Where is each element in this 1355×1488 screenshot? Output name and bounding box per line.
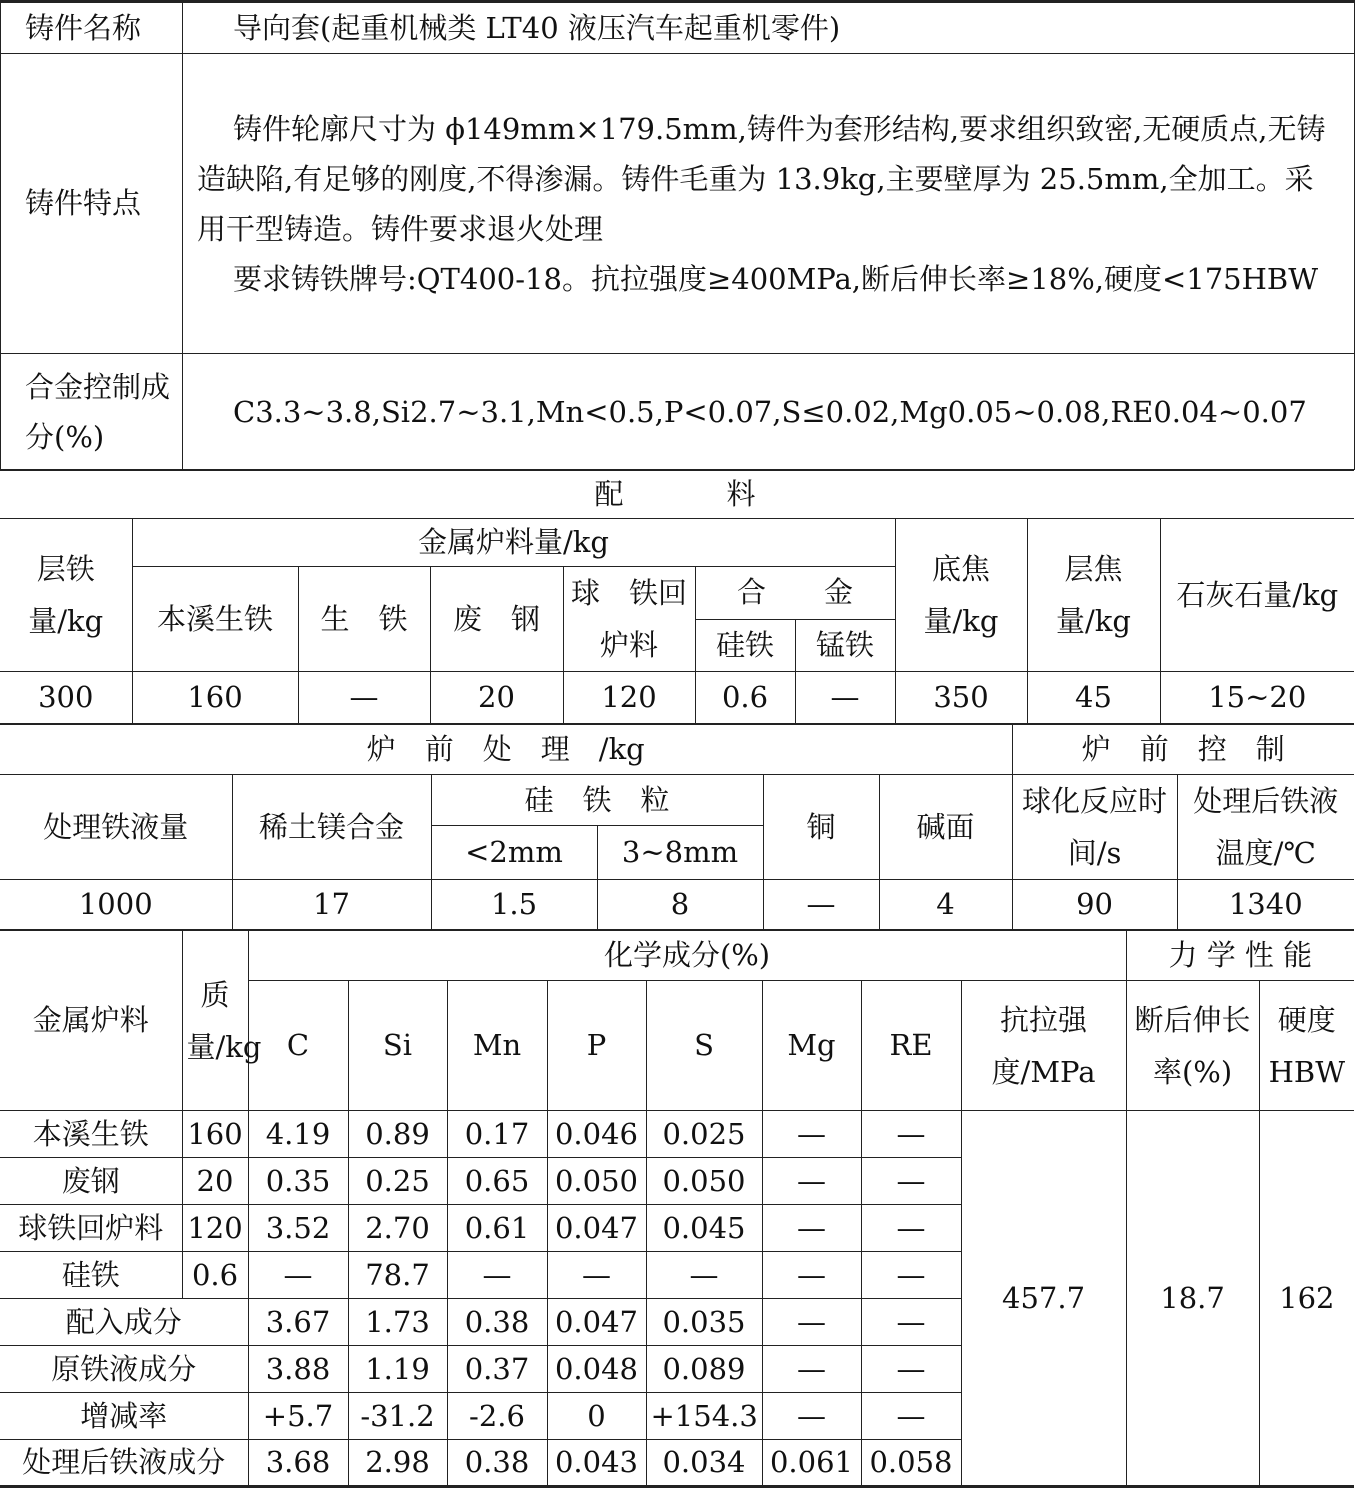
charge-value: 15~20 — [1160, 672, 1354, 724]
casting-name-label: 铸件名称 — [1, 2, 183, 54]
chem-value: 0.047 — [547, 1205, 646, 1252]
pig-iron-header: 生 铁 — [298, 567, 430, 672]
charge-value: — — [298, 672, 430, 724]
chem-value: 0.048 — [547, 1346, 646, 1393]
treatment-value: — — [763, 880, 879, 930]
hardness-value: 162 — [1259, 1111, 1354, 1487]
chem-value: 2.70 — [348, 1205, 447, 1252]
row-name: 处理后铁液成分 — [0, 1440, 248, 1487]
row-name: 球铁回炉料 — [0, 1205, 182, 1252]
r38-header: 3~8mm — [597, 826, 763, 880]
metal-charge-col-header: 金属炉料 — [0, 931, 182, 1111]
chem-value: 0.89 — [348, 1111, 447, 1158]
chem-value: — — [762, 1158, 861, 1205]
chem-value: 0.046 — [547, 1111, 646, 1158]
treatment-value: 90 — [1012, 880, 1177, 930]
bottom-coke-header: 底焦量/kg — [895, 519, 1027, 672]
chem-value: — — [447, 1252, 547, 1299]
casting-feature-value — [183, 54, 1355, 354]
chem-title: 化学成分(%) — [248, 931, 1126, 981]
fesi-grain-header: 硅 铁 粒 — [431, 775, 763, 826]
soda-header: 碱面 — [879, 775, 1012, 880]
chemistry-table — [0, 930, 1354, 1488]
temp-header: 处理后铁液温度/℃ — [1177, 775, 1354, 880]
charge-table — [0, 470, 1354, 724]
charge-value: 0.6 — [695, 672, 795, 724]
row-mass: 120 — [182, 1205, 248, 1252]
chem-value: 3.88 — [248, 1346, 348, 1393]
row-mass: 20 — [182, 1158, 248, 1205]
alloy-value: C3.3~3.8,Si2.7~3.1,Mn<0.5,P<0.07,S≤0.02,Mg0.05~0.08,RE0.04~0.07 — [183, 354, 1355, 470]
chem-value: 0.035 — [646, 1299, 762, 1346]
treatment-title: 炉 前 处 理 /kg — [0, 725, 1012, 775]
chem-value: 0.35 — [248, 1158, 348, 1205]
chem-value: 0.38 — [447, 1440, 547, 1487]
chem-value: — — [762, 1299, 861, 1346]
row-name: 配入成分 — [0, 1299, 248, 1346]
treatment-value: 17 — [232, 880, 431, 930]
charge-value: 350 — [895, 672, 1027, 724]
feature-paragraph-1: 铸件轮廓尺寸为 ϕ149mm×179.5mm,铸件为套形结构,要求组织致密,无硬质点,无铸造缺陷,有足够的刚度,不得渗漏。铸件毛重为 13.9kg,主要壁厚为 25.5mm,全加工。采用干型铸造。铸件要求退火处理 — [197, 111, 1326, 246]
casting-name-value: 导向套(起重机械类 LT40 液压汽车起重机零件) — [183, 2, 1355, 54]
casting-info-table — [0, 0, 1355, 470]
charge-value: 20 — [430, 672, 563, 724]
row-name: 硅铁 — [0, 1252, 182, 1299]
elong-header: 断后伸长率(%) — [1126, 981, 1259, 1111]
re-mg-header: 稀土镁合金 — [232, 775, 431, 880]
charge-title: 配 料 — [0, 471, 1354, 519]
hardness-header: 硬度HBW — [1259, 981, 1354, 1111]
chem-value: 0.043 — [547, 1440, 646, 1487]
control-title: 炉 前 控 制 — [1012, 725, 1354, 775]
layer-coke-header: 层焦量/kg — [1027, 519, 1160, 672]
chem-value: 3.68 — [248, 1440, 348, 1487]
chem-value: +5.7 — [248, 1393, 348, 1440]
element-header: C — [248, 981, 348, 1111]
row-mass: 160 — [182, 1111, 248, 1158]
chem-value: — — [861, 1346, 961, 1393]
limestone-header: 石灰石量/kg — [1160, 519, 1354, 672]
treatment-value: 1000 — [0, 880, 232, 930]
chem-value: 4.19 — [248, 1111, 348, 1158]
treatment-value: 8 — [597, 880, 763, 930]
mass-col-header: 质量/kg — [182, 931, 248, 1111]
charge-value: 120 — [563, 672, 695, 724]
chem-value: — — [861, 1205, 961, 1252]
chem-value: 0.058 — [861, 1440, 961, 1487]
alloy-label: 合金控制成分(%) — [1, 354, 183, 470]
row-mass: 0.6 — [182, 1252, 248, 1299]
element-header: Si — [348, 981, 447, 1111]
chem-value: — — [861, 1111, 961, 1158]
ball-return-header: 球 铁回炉料 — [563, 567, 695, 672]
chem-value: 0.025 — [646, 1111, 762, 1158]
feature-paragraph-2: 要求铸铁牌号:QT400-18。抗拉强度≥400MPa,断后伸长率≥18%,硬度<175HBW — [233, 261, 1319, 296]
row-name: 增减率 — [0, 1393, 248, 1440]
chem-value: — — [861, 1393, 961, 1440]
chem-value: — — [762, 1111, 861, 1158]
row-name: 废钢 — [0, 1158, 182, 1205]
benxi-header: 本溪生铁 — [132, 567, 298, 672]
chem-value: 3.67 — [248, 1299, 348, 1346]
chem-value: 0.050 — [646, 1158, 762, 1205]
charge-value: 160 — [132, 672, 298, 724]
element-header: Mn — [447, 981, 547, 1111]
chem-value: 2.98 — [348, 1440, 447, 1487]
chem-value: 3.52 — [248, 1205, 348, 1252]
element-header: Mg — [762, 981, 861, 1111]
chem-value: — — [762, 1346, 861, 1393]
chem-value: 0.045 — [646, 1205, 762, 1252]
chem-value: 0.37 — [447, 1346, 547, 1393]
chem-value: — — [762, 1205, 861, 1252]
ferromanganese-header: 锰铁 — [795, 619, 895, 672]
copper-header: 铜 — [763, 775, 879, 880]
treatment-value: 1340 — [1177, 880, 1354, 930]
tensile-header: 抗拉强度/MPa — [961, 981, 1126, 1111]
metal-charge-header: 金属炉料量/kg — [132, 519, 895, 567]
scrap-steel-header: 废 钢 — [430, 567, 563, 672]
chem-value: 0.047 — [547, 1299, 646, 1346]
chem-value: +154.3 — [646, 1393, 762, 1440]
casting-feature-label: 铸件特点 — [1, 54, 183, 354]
chem-value: — — [547, 1252, 646, 1299]
chem-value: 0.61 — [447, 1205, 547, 1252]
chem-value: 0.061 — [762, 1440, 861, 1487]
chem-value: 1.19 — [348, 1346, 447, 1393]
ferrosilicon-header: 硅铁 — [695, 619, 795, 672]
chem-value: — — [646, 1252, 762, 1299]
chem-value: -2.6 — [447, 1393, 547, 1440]
element-header: RE — [861, 981, 961, 1111]
chem-value: — — [861, 1158, 961, 1205]
chem-value: 0.65 — [447, 1158, 547, 1205]
mech-title: 力 学 性 能 — [1126, 931, 1354, 981]
chem-value: 0.25 — [348, 1158, 447, 1205]
row-name: 原铁液成分 — [0, 1346, 248, 1393]
treatment-value: 1.5 — [431, 880, 597, 930]
chem-value: — — [248, 1252, 348, 1299]
chem-value: — — [861, 1299, 961, 1346]
charge-value: 45 — [1027, 672, 1160, 724]
chem-value: 0.38 — [447, 1299, 547, 1346]
treatment-value: 4 — [879, 880, 1012, 930]
chem-value: — — [762, 1393, 861, 1440]
charge-value: — — [795, 672, 895, 724]
chem-value: 1.73 — [348, 1299, 447, 1346]
molten-header: 处理铁液量 — [0, 775, 232, 880]
element-header: S — [646, 981, 762, 1111]
layer-iron-header: 层铁量/kg — [0, 519, 132, 672]
treatment-table — [0, 724, 1354, 930]
lt2-header: <2mm — [431, 826, 597, 880]
charge-value: 300 — [0, 672, 132, 724]
elong-value: 18.7 — [1126, 1111, 1259, 1487]
chem-value: — — [762, 1252, 861, 1299]
reaction-time-header: 球化反应时间/s — [1012, 775, 1177, 880]
chem-value: — — [861, 1252, 961, 1299]
chem-value: 0.050 — [547, 1158, 646, 1205]
chem-value: -31.2 — [348, 1393, 447, 1440]
tensile-value: 457.7 — [961, 1111, 1126, 1487]
chem-value: 0.089 — [646, 1346, 762, 1393]
chem-value: 0 — [547, 1393, 646, 1440]
alloy-header: 合 金 — [695, 567, 895, 620]
chem-value: 0.17 — [447, 1111, 547, 1158]
element-header: P — [547, 981, 646, 1111]
chem-value: 0.034 — [646, 1440, 762, 1487]
row-name: 本溪生铁 — [0, 1111, 182, 1158]
chem-value: 78.7 — [348, 1252, 447, 1299]
